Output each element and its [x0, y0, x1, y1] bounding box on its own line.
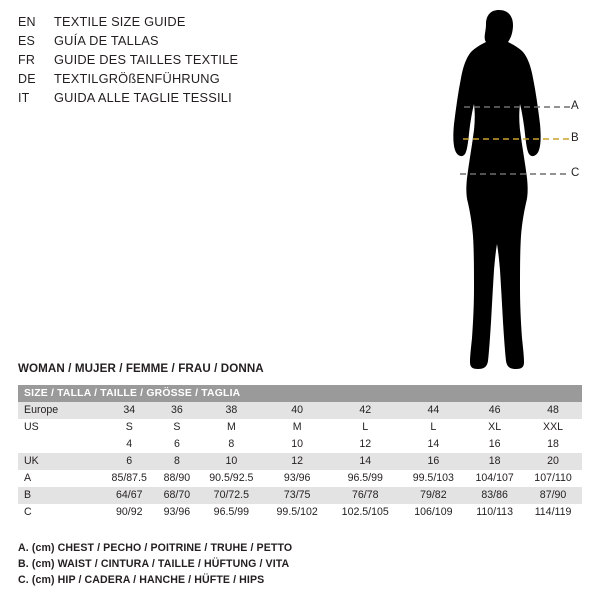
table-cell: S	[156, 419, 197, 436]
table-header-cell: SIZE / TALLA / TAILLE / GRÖSSE / TAGLIA	[18, 385, 582, 402]
row-label	[18, 436, 102, 453]
language-title-es: GUÍA DE TALLAS	[54, 33, 159, 48]
row-label: US	[18, 419, 102, 436]
table-cell: 16	[465, 436, 524, 453]
table-cell: 64/67	[102, 487, 156, 504]
language-code-en: EN	[18, 15, 36, 29]
row-label: C	[18, 504, 102, 521]
table-cell: S	[102, 419, 156, 436]
female-silhouette-icon	[400, 8, 600, 376]
table-cell: 42	[329, 402, 402, 419]
table-cell: 40	[265, 402, 329, 419]
row-label: UK	[18, 453, 102, 470]
table-row	[18, 436, 582, 453]
marker-label-a: A	[571, 100, 579, 112]
table-cell: 79/82	[402, 487, 466, 504]
language-row-es	[18, 33, 348, 52]
legend-line-c: C. (cm) HIP / CADERA / HANCHE / HÜFTE / HIPS	[18, 574, 265, 586]
table-cell: 18	[465, 453, 524, 470]
table-cell: L	[329, 419, 402, 436]
table-cell: 48	[524, 402, 582, 419]
table-cell: 20	[524, 453, 582, 470]
table-row	[18, 402, 582, 419]
table-cell: 16	[402, 453, 466, 470]
table-row	[18, 470, 582, 487]
measurement-legend	[18, 540, 578, 588]
table-cell: 96.5/99	[329, 470, 402, 487]
language-code-es: ES	[18, 34, 36, 48]
language-code-fr: FR	[18, 53, 36, 67]
table-cell: 110/113	[465, 504, 524, 521]
table-cell: 93/96	[265, 470, 329, 487]
table-cell: 14	[329, 453, 402, 470]
table-cell: 10	[265, 436, 329, 453]
language-header-block	[18, 14, 348, 109]
row-label: A	[18, 470, 102, 487]
table-cell: 6	[102, 453, 156, 470]
table-cell: 8	[197, 436, 265, 453]
language-row-it	[18, 90, 348, 109]
table-cell: L	[402, 419, 466, 436]
table-cell: 8	[156, 453, 197, 470]
table-cell: 12	[265, 453, 329, 470]
table-cell: 106/109	[402, 504, 466, 521]
table-cell: 12	[329, 436, 402, 453]
language-row-de	[18, 71, 348, 90]
female-body-figure	[400, 8, 600, 368]
legend-line-a: A. (cm) CHEST / PECHO / POITRINE / TRUHE / PETTO	[18, 542, 293, 554]
table-header-row	[18, 385, 582, 402]
language-row-en	[18, 14, 348, 33]
language-row-fr	[18, 52, 348, 71]
table-cell: 90.5/92.5	[197, 470, 265, 487]
marker-label-c: C	[571, 167, 580, 179]
table-cell: 85/87.5	[102, 470, 156, 487]
table-cell: 18	[524, 436, 582, 453]
table-row	[18, 504, 582, 521]
table-cell: 114/119	[524, 504, 582, 521]
table-cell: 70/72.5	[197, 487, 265, 504]
table-cell: 44	[402, 402, 466, 419]
table-cell: 96.5/99	[197, 504, 265, 521]
table-cell: 99.5/103	[402, 470, 466, 487]
table-cell: M	[197, 419, 265, 436]
table-cell: 6	[156, 436, 197, 453]
table-cell: 73/75	[265, 487, 329, 504]
size-table-wrapper	[18, 385, 582, 521]
table-row	[18, 419, 582, 436]
language-title-de: TEXTILGRÖßENFÜHRUNG	[54, 71, 220, 86]
table-cell: 34	[102, 402, 156, 419]
language-code-it: IT	[18, 91, 30, 105]
table-cell: M	[265, 419, 329, 436]
table-cell: 102.5/105	[329, 504, 402, 521]
table-cell: 14	[402, 436, 466, 453]
table-cell: 104/107	[465, 470, 524, 487]
table-cell: 4	[102, 436, 156, 453]
table-cell: 93/96	[156, 504, 197, 521]
section-caption-woman: WOMAN / MUJER / FEMME / FRAU / DONNA	[18, 362, 264, 375]
size-table	[18, 385, 582, 521]
language-title-it: GUIDA ALLE TAGLIE TESSILI	[54, 90, 232, 105]
language-title-fr: GUIDE DES TAILLES TEXTILE	[54, 52, 239, 67]
row-label: Europe	[18, 402, 102, 419]
table-cell: 38	[197, 402, 265, 419]
language-code-de: DE	[18, 72, 36, 86]
row-label: B	[18, 487, 102, 504]
table-row	[18, 453, 582, 470]
table-cell: 10	[197, 453, 265, 470]
table-cell: 76/78	[329, 487, 402, 504]
language-title-en: TEXTILE SIZE GUIDE	[54, 14, 186, 29]
table-cell: 68/70	[156, 487, 197, 504]
legend-line-b: B. (cm) WAIST / CINTURA / TAILLE / HÜFTUNG / VITA	[18, 558, 290, 570]
table-cell: 88/90	[156, 470, 197, 487]
table-cell: 107/110	[524, 470, 582, 487]
table-cell: 36	[156, 402, 197, 419]
table-cell: 87/90	[524, 487, 582, 504]
table-cell: 90/92	[102, 504, 156, 521]
marker-label-b: B	[571, 132, 579, 144]
table-cell: 99.5/102	[265, 504, 329, 521]
table-cell: XL	[465, 419, 524, 436]
table-cell: XXL	[524, 419, 582, 436]
table-cell: 83/86	[465, 487, 524, 504]
table-row	[18, 487, 582, 504]
table-cell: 46	[465, 402, 524, 419]
